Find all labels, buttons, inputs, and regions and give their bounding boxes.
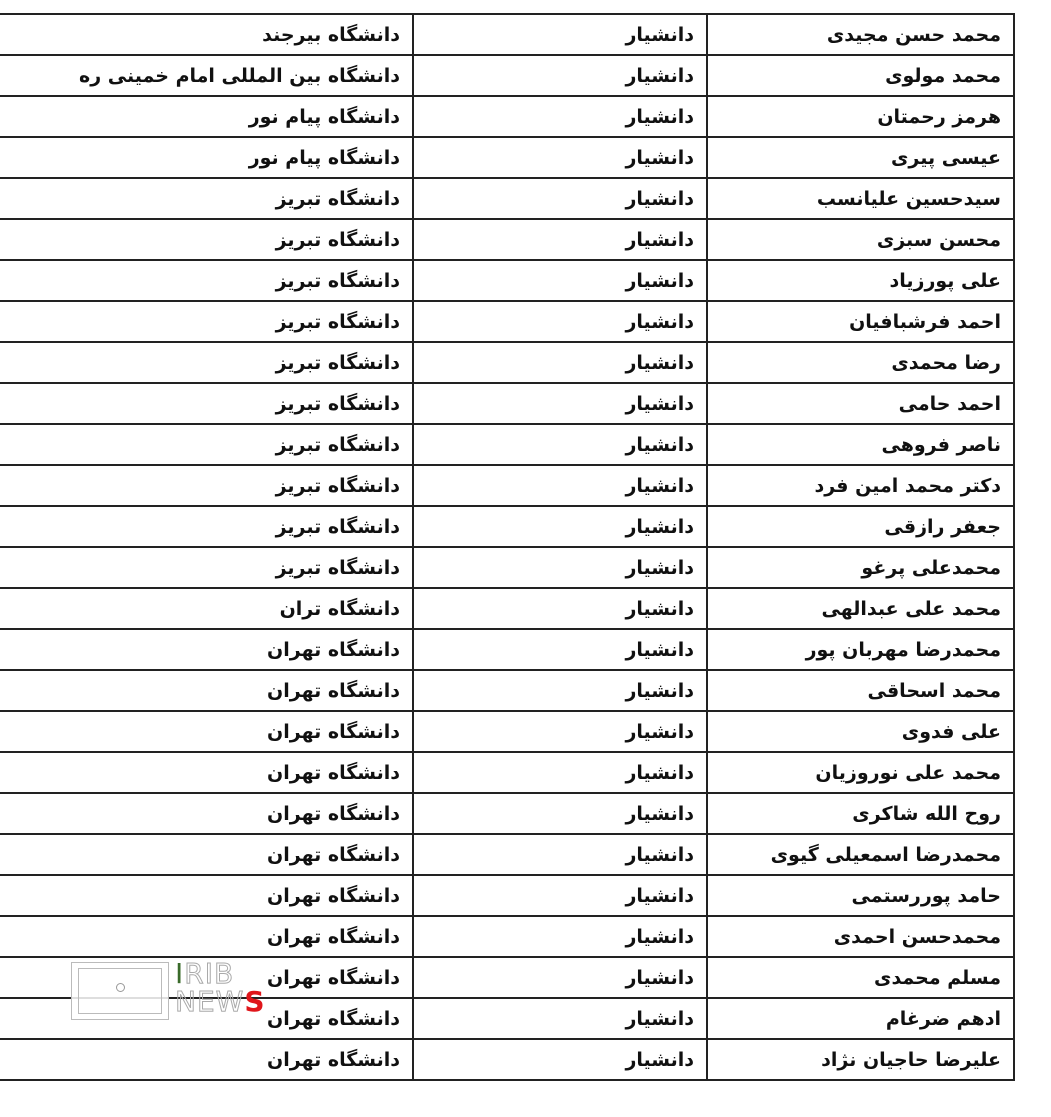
table-row [0, 588, 1014, 629]
table-row [0, 301, 1014, 342]
table-row [0, 629, 1014, 670]
cell-university: دانشگاه تبریز [0, 342, 413, 383]
cell-university: دانشگاه تهران [0, 793, 413, 834]
cell-university: دانشگاه تبریز [0, 219, 413, 260]
cell-university: دانشگاه تبریز [0, 178, 413, 219]
cell-title: دانشیار [413, 1039, 707, 1080]
cell-name: محمد مولوی [707, 55, 1014, 96]
cell-university: دانشگاه تهران [0, 875, 413, 916]
cell-university: دانشگاه تبریز [0, 301, 413, 342]
cell-university: دانشگاه تهران [0, 1039, 413, 1080]
cell-name: روح الله شاکری [707, 793, 1014, 834]
cell-title: دانشیار [413, 793, 707, 834]
cell-university: دانشگاه تهران [0, 957, 413, 998]
cell-university: دانشگاه تبریز [0, 547, 413, 588]
cell-university: دانشگاه تبریز [0, 260, 413, 301]
cell-name: محمد علی نوروزیان [707, 752, 1014, 793]
cell-name: محمد اسحاقی [707, 670, 1014, 711]
cell-title: دانشیار [413, 383, 707, 424]
cell-title: دانشیار [413, 998, 707, 1039]
cell-name: احمد فرشبافیان [707, 301, 1014, 342]
cell-university: دانشگاه پیام نور [0, 96, 413, 137]
table-row [0, 137, 1014, 178]
watermark-text: IRIB NEWS [175, 957, 266, 1018]
cell-university: دانشگاه تران [0, 588, 413, 629]
faculty-table [0, 13, 1015, 1081]
table-row [0, 178, 1014, 219]
cell-name: حامد پوررستمی [707, 875, 1014, 916]
cell-name: دکتر محمد امین فرد [707, 465, 1014, 506]
table-row [0, 875, 1014, 916]
cell-name: هرمز رحمتان [707, 96, 1014, 137]
cell-title: دانشیار [413, 55, 707, 96]
cell-title: دانشیار [413, 957, 707, 998]
table-row [0, 96, 1014, 137]
table-row [0, 916, 1014, 957]
table-row [0, 55, 1014, 96]
cell-name: ادهم ضرغام [707, 998, 1014, 1039]
table-row [0, 14, 1014, 55]
cell-title: دانشیار [413, 834, 707, 875]
cell-title: دانشیار [413, 137, 707, 178]
cell-university: دانشگاه تهران [0, 629, 413, 670]
cell-university: دانشگاه پیام نور [0, 137, 413, 178]
cell-name: محمدرضا مهربان پور [707, 629, 1014, 670]
table-row [0, 465, 1014, 506]
cell-university: دانشگاه بیرجند [0, 14, 413, 55]
cell-title: دانشیار [413, 14, 707, 55]
cell-title: دانشیار [413, 424, 707, 465]
cell-name: رضا محمدی [707, 342, 1014, 383]
cell-university: دانشگاه تبریز [0, 383, 413, 424]
cell-university: دانشگاه تهران [0, 711, 413, 752]
table-row [0, 260, 1014, 301]
cell-university: دانشگاه تبریز [0, 506, 413, 547]
cell-name: جعفر رازقی [707, 506, 1014, 547]
table-body [0, 14, 1014, 1080]
cell-name: عیسی پیری [707, 137, 1014, 178]
cell-name: مسلم محمدی [707, 957, 1014, 998]
cell-university: دانشگاه تهران [0, 916, 413, 957]
cell-name: محمد حسن مجیدی [707, 14, 1014, 55]
cell-name: محمدعلی پرغو [707, 547, 1014, 588]
cell-name: ناصر فروهی [707, 424, 1014, 465]
cell-university: دانشگاه تهران [0, 670, 413, 711]
table-row [0, 998, 1014, 1039]
cell-title: دانشیار [413, 629, 707, 670]
table-row [0, 752, 1014, 793]
cell-title: دانشیار [413, 465, 707, 506]
cell-title: دانشیار [413, 506, 707, 547]
cell-name: محمدحسن احمدی [707, 916, 1014, 957]
cell-title: دانشیار [413, 752, 707, 793]
table-row [0, 342, 1014, 383]
cell-title: دانشیار [413, 178, 707, 219]
cell-name: سیدحسین علیانسب [707, 178, 1014, 219]
table-row [0, 957, 1014, 998]
cell-name: احمد حامی [707, 383, 1014, 424]
table-row [0, 711, 1014, 752]
document-sheet [0, 13, 1013, 1081]
cell-title: دانشیار [413, 916, 707, 957]
cell-title: دانشیار [413, 342, 707, 383]
table-row [0, 793, 1014, 834]
cell-name: علیرضا حاجیان نژاد [707, 1039, 1014, 1080]
cell-university: دانشگاه تهران [0, 998, 413, 1039]
table-row [0, 424, 1014, 465]
cell-name: علی فدوی [707, 711, 1014, 752]
cell-name: علی پورزیاد [707, 260, 1014, 301]
cell-title: دانشیار [413, 711, 707, 752]
cell-title: دانشیار [413, 260, 707, 301]
table-row [0, 219, 1014, 260]
cell-title: دانشیار [413, 547, 707, 588]
cell-title: دانشیار [413, 875, 707, 916]
cell-title: دانشیار [413, 301, 707, 342]
cell-university: دانشگاه تبریز [0, 465, 413, 506]
table-row [0, 506, 1014, 547]
cell-name: محمد علی عبدالهی [707, 588, 1014, 629]
cell-title: دانشیار [413, 588, 707, 629]
table-row [0, 383, 1014, 424]
cell-title: دانشیار [413, 670, 707, 711]
cell-name: محسن سبزی [707, 219, 1014, 260]
cell-university: دانشگاه بین المللی امام خمینی ره [0, 55, 413, 96]
cell-university: دانشگاه تهران [0, 752, 413, 793]
table-row [0, 670, 1014, 711]
cell-name: محمدرضا اسمعیلی گیوی [707, 834, 1014, 875]
table-row [0, 1039, 1014, 1080]
table-row [0, 834, 1014, 875]
cell-title: دانشیار [413, 96, 707, 137]
table-row [0, 547, 1014, 588]
cell-title: دانشیار [413, 219, 707, 260]
cell-university: دانشگاه تبریز [0, 424, 413, 465]
cell-university: دانشگاه تهران [0, 834, 413, 875]
